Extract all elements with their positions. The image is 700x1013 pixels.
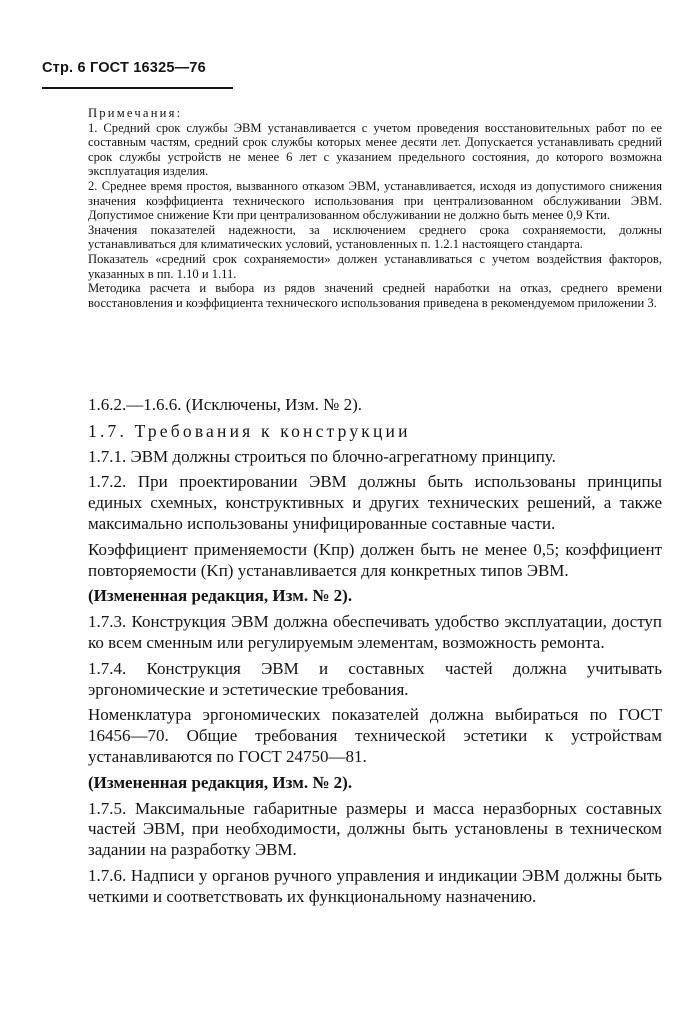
paragraph-1-7-5: 1.7.5. Максимальные габаритные размеры и масса неразборных составных частей ЭВМ, при необходимости, должны быть установлены в техническом задании на разработку ЭВМ.	[88, 798, 662, 860]
paragraph-1-7-4: 1.7.4. Конструкция ЭВМ и составных частей должна учитывать эргономические и эстетические требования.	[88, 658, 662, 699]
note-item-2: 2. Среднее время простоя, вызванного отказом ЭВМ, устанавливается, исходя из допустимого снижения значения коэффициента технического использования при централизованном обслуживании ЭВМ. Допустимое снижение Kти при централизованном обслуживании не должно быть менее 0,9 Kти.	[88, 178, 662, 223]
notes-title: Примечания:	[88, 106, 183, 120]
paragraph-ergonomics: Номенклатура эргономических показателей должна выбираться по ГОСТ 16456—70. Общие требования технической эстетики к устройствам устанавливаются по ГОСТ 24750—81.	[88, 705, 662, 766]
section-heading-1-7: 1.7. Требования к конструкции	[88, 420, 411, 441]
revision-note-2: (Измененная редакция, Изм. № 2).	[88, 772, 353, 792]
header-rule	[42, 87, 233, 89]
paragraph-1-7-6: 1.7.6. Надписи у органов ручного управления и индикации ЭВМ должны быть четкими и соответствовать их функциональному назначению.	[88, 865, 662, 906]
revision-note-1: (Измененная редакция, Изм. № 2).	[88, 586, 353, 606]
note-item-3: Значения показателей надежности, за исключением среднего срока сохраняемости, должны устанавливаться для климатических условий, установленных п. 1.2.1 настоящего стандарта.	[88, 222, 662, 252]
main-text	[88, 395, 662, 913]
paragraph-1-7-3: 1.7.3. Конструкция ЭВМ должна обеспечивать удобство эксплуатации, доступ ко всем сменным или регулируемым элементам, возможность ремонта.	[88, 612, 662, 652]
note-item-4: Показатель «средний срок сохраняемости» должен устанавливаться с учетом воздействия факторов, указанных в пп. 1.10 и 1.11.	[88, 251, 662, 281]
paragraph-1-7-1: 1.7.1. ЭВМ должны строиться по блочно-агрегатному принципу.	[88, 446, 556, 466]
paragraph-coefficients: Коэффициент применяемости (Kпр) должен быть не менее 0,5; коэффициент повторяемости (Kп) устанавливается для конкретных типов ЭВМ.	[88, 539, 662, 580]
notes-block	[88, 106, 662, 310]
note-item-1: 1. Средний срок службы ЭВМ устанавливается с учетом проведения восстановительных работ по ее составным частям, средний срок службы которых менее десяти лет. Допускается устанавливать средний срок службы устройств не менее 6 лет с указанием предельного состояния, до которого возможна эксплуатация изделия.	[88, 120, 662, 179]
note-item-5: Методика расчета и выбора из рядов значений средней наработки на отказ, среднего времени восстановления и коэффициента технического использования приведена в рекомендуемом приложении 3.	[88, 281, 662, 310]
paragraph-1-7-2: 1.7.2. При проектировании ЭВМ должны быть использованы принципы единых схемных, конструктивных и других технических решений, а также максимально использованы унифицированные составные части.	[88, 472, 662, 533]
page-header: Стр. 6 ГОСТ 16325—76	[42, 60, 206, 76]
paragraph-1-6-2: 1.6.2.—1.6.6. (Исключены, Изм. № 2).	[88, 395, 363, 414]
